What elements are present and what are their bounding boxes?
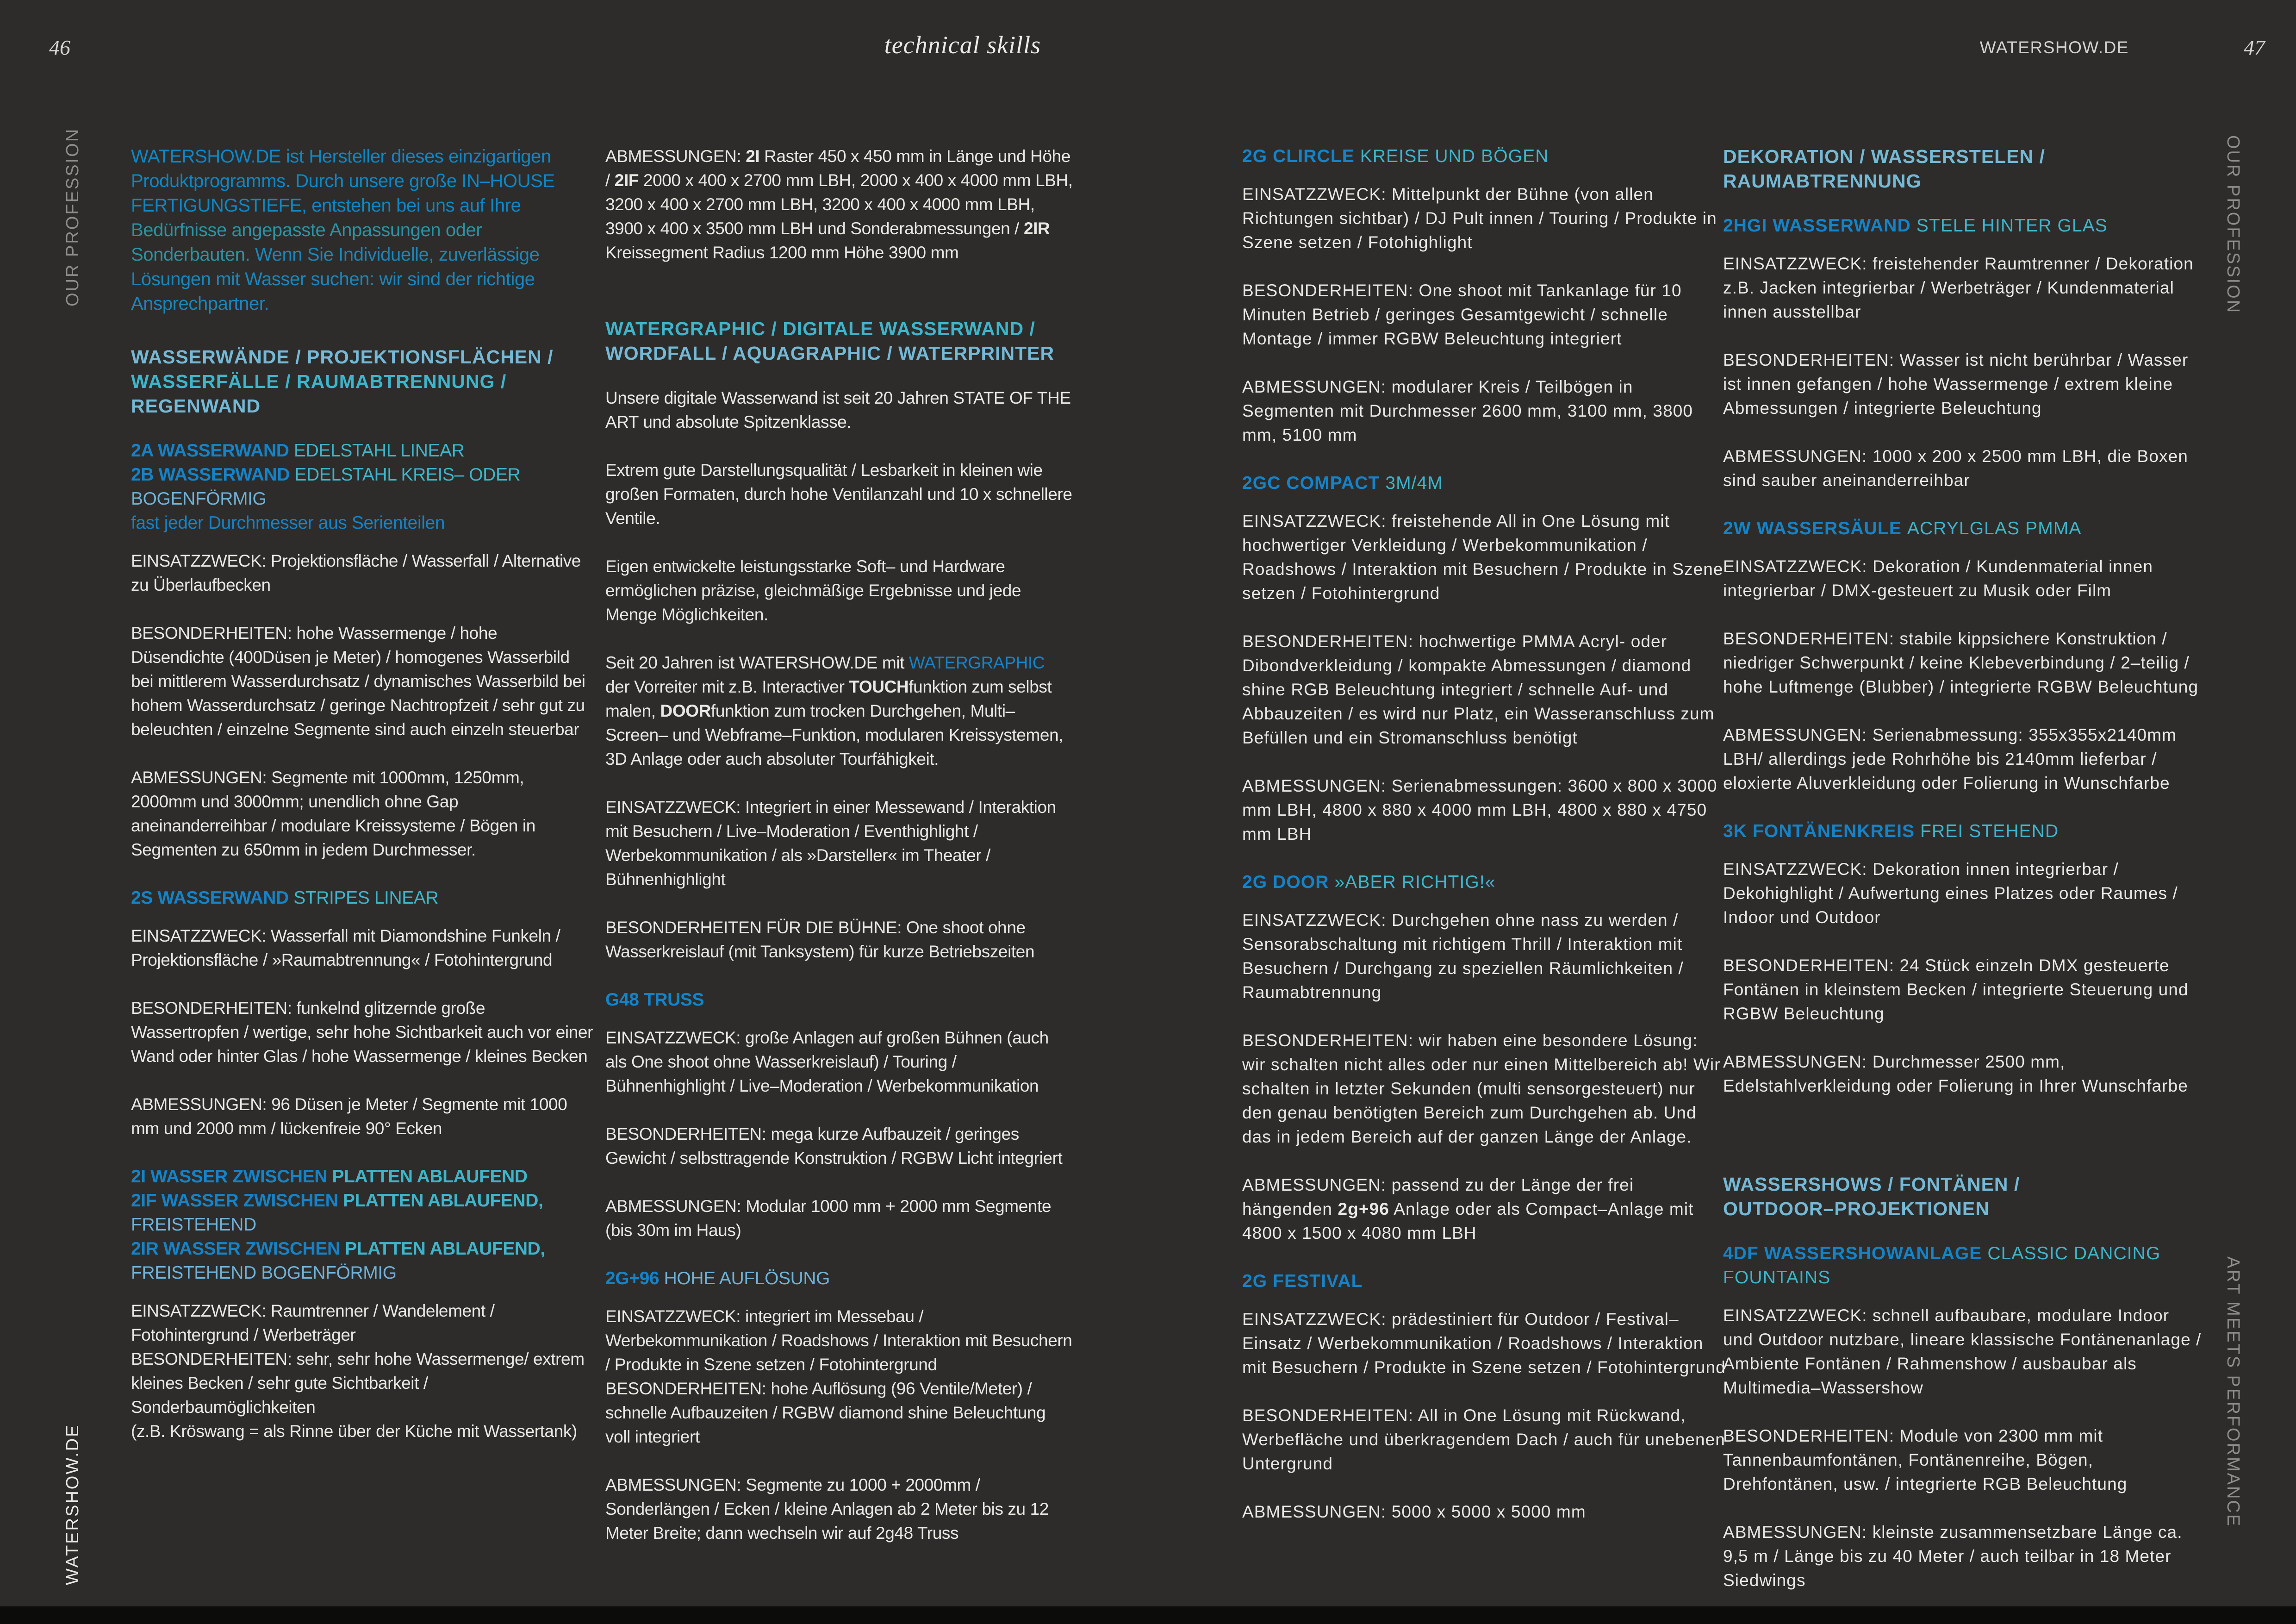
text-segment: BESONDERHEITEN: stabile kippsichere Konstruktion / niedriger Schwerpunkt / keine Klebeverbindung / 2–teilig / hohe Luftmenge (Blubber) / integrierte RGBW Beleuchtung	[1723, 629, 2199, 696]
heading-line	[1723, 1172, 2203, 1197]
text-segment: 2IR	[1023, 219, 1050, 238]
text-segment: 2IF WASSER ZWISCHEN	[131, 1191, 343, 1211]
text-segment: Anlage oder als Compact–Anlage mit 4800 x 1500 x 4080 mm LBH	[1242, 1199, 1694, 1243]
paragraph	[605, 916, 1073, 964]
product-heading	[1723, 819, 2203, 843]
text-segment: 2B WASSERWAND	[131, 465, 295, 485]
paragraph	[131, 924, 594, 972]
section-heading	[131, 345, 594, 418]
heading-line	[131, 439, 594, 463]
product-heading	[131, 439, 594, 535]
page-number-left: 46	[49, 36, 70, 59]
heading-line	[131, 1213, 594, 1237]
side-label-art-meets-performance: ART MEETS PERFORMANCE	[2223, 1256, 2243, 1528]
text-segment: 2G FESTIVAL	[1242, 1271, 1363, 1291]
paragraph	[131, 621, 594, 742]
text-segment: EDELSTAHL KREIS– ODER	[294, 465, 521, 485]
paragraph	[1242, 1173, 1726, 1245]
heading-line	[131, 394, 594, 418]
text-segment: PLATTEN ABLAUFEND,	[345, 1239, 545, 1259]
heading-line	[1723, 1242, 2203, 1290]
text-segment: KREISE UND BÖGEN	[1360, 146, 1549, 166]
text-segment: ABMESSUNGEN: 1000 x 200 x 2500 mm LBH, die Boxen sind sauber aneinanderreihbar	[1723, 447, 2188, 490]
heading-line	[1242, 471, 1726, 495]
text-segment: EINSATZZWECK: Integriert in einer Messewand / Interaktion mit Besuchern / Live–Moderation / Eventhighlight / Werbekommunikation / als »Darsteller« im Theater / Bühnenhighlight	[605, 798, 1056, 889]
heading-line	[605, 1267, 1073, 1291]
paragraph	[1242, 630, 1726, 750]
heading-line	[1723, 214, 2203, 238]
text-segment: ABMESSUNGEN: passend zu der Länge der frei hängenden	[1242, 1175, 1634, 1218]
paragraph	[605, 1194, 1073, 1243]
text-segment: 2G CLIRCLE	[1242, 146, 1360, 166]
text-segment: BESONDERHEITEN: hochwertige PMMA Acryl- oder Dibondverkleidung / kompakte Abmessungen / diamond shine RGB Beleuchtung integriert / schnelle Auf- und Abbauzeiten / es wird nur Platz, ein Wasseranschluss zum Befüllen und ein Stromanschluss benötigt	[1242, 632, 1715, 747]
heading-line	[1242, 870, 1726, 894]
text-segment: PLATTEN ABLAUFEND,	[342, 1191, 543, 1211]
paragraph	[1242, 1029, 1726, 1149]
paragraph	[1242, 1404, 1726, 1476]
paragraph	[131, 1299, 594, 1347]
text-segment: WATERGRAPHIC	[908, 653, 1045, 672]
text-segment: FREISTEHEND BOGENFÖRMIG	[131, 1263, 397, 1283]
paragraph	[1723, 857, 2203, 930]
paragraph	[131, 766, 594, 862]
heading-line	[605, 988, 1073, 1012]
heading-line	[1242, 144, 1726, 169]
text-segment: EDELSTAHL LINEAR	[293, 441, 465, 461]
text-segment: ACRYLGLAS PMMA	[1907, 518, 2082, 538]
text-segment: WASSERWÄNDE / PROJEKTIONSFLÄCHEN /	[131, 346, 554, 368]
text-segment: FREISTEHEND	[131, 1215, 256, 1235]
text-segment: 2GC COMPACT	[1242, 473, 1386, 493]
paragraph	[1723, 1304, 2203, 1400]
text-segment: EINSATZZWECK: Durchgehen ohne nass zu werden / Sensorabschaltung mit richtigem Thrill / Interaktion mit Besuchern / Durchgang zu speziellen Räumlichkeiten / Raumabtrennung	[1242, 911, 1684, 1002]
heading-line	[131, 511, 594, 535]
text-segment: »ABER RICHTIG!«	[1334, 872, 1496, 892]
text-segment: HOHE AUFLÖSUNG	[664, 1268, 830, 1288]
side-label-our-profession-right: OUR PROFESSION	[2223, 135, 2243, 314]
text-segment: 2HGI WASSERWAND	[1723, 216, 1916, 236]
text-segment: WORDFALL / AQUAGRAPHIC / WATERPRINTER	[605, 343, 1055, 364]
heading-line	[1242, 1269, 1726, 1293]
text-segment: EINSATZZWECK: prädestiniert für Outdoor / Festival–Einsatz / Werbekommunikation / Roadshows / Interaktion mit Besuchern / Produkte in Szene setzen / Fotohintergrund	[1242, 1310, 1726, 1377]
text-segment: STRIPES LINEAR	[293, 888, 439, 908]
paragraph	[605, 555, 1073, 627]
text-segment: Extrem gute Darstellungsqualität / Lesbarkeit in kleinen wie großen Formaten, durch hohe Ventilanzahl und 10 x schnellere Ventile.	[605, 461, 1072, 528]
text-segment: BOGENFÖRMIG	[131, 489, 267, 509]
text-segment: Bedürfnisse angepasste Anpassungen oder Sonderbauten.	[131, 220, 482, 265]
side-label-watershow: WATERSHOW.DE	[63, 1424, 82, 1585]
section-heading	[1723, 144, 2203, 194]
text-segment: (z.B. Kröswang = als Rinne über der Küche mit Wassertank)	[131, 1422, 577, 1441]
product-heading	[131, 1165, 594, 1285]
paragraph	[131, 996, 594, 1068]
paragraph	[1242, 279, 1726, 351]
text-segment: 2G+96	[605, 1268, 664, 1288]
text-segment: ABMESSUNGEN: 5000 x 5000 x 5000 mm	[1242, 1502, 1586, 1521]
section-heading	[605, 317, 1073, 366]
text-segment: REGENWAND	[131, 395, 261, 417]
paragraph	[605, 1473, 1073, 1545]
text-segment: BESONDERHEITEN: 24 Stück einzeln DMX gesteuerte Fontänen in kleinstem Becken / integrierte Steuerung und RGBW Beleuchtung	[1723, 956, 2189, 1023]
text-segment: DEKORATION / WASSERSTELEN /	[1723, 146, 2045, 167]
heading-line	[1723, 819, 2203, 843]
heading-line	[131, 369, 594, 394]
brand-header: WATERSHOW.DE	[1979, 38, 2129, 57]
paragraph	[1242, 509, 1726, 606]
text-segment: ABMESSUNGEN: Durchmesser 2500 mm, Edelstahlverkleidung oder Folierung in Ihrer Wunschfarbe	[1723, 1052, 2188, 1095]
text-segment: BESONDERHEITEN: hohe Wassermenge / hohe Düsendichte (400Düsen je Meter) / homogenes Wasserbild bei mittlerem Wasserdurchsatz / dynamisches Wasserbild bei hohem Wasserdurchsatz / geringe Nachtropfzeit / sehr gut zu beleuchten / einzelne Segmente sind auch einzeln steuerbar	[131, 624, 585, 739]
product-heading	[1242, 144, 1726, 169]
text-segment: 3K FONTÄNENKREIS	[1723, 821, 1921, 841]
text-segment: 2G DOOR	[1242, 872, 1335, 892]
text-segment: ABMESSUNGEN: kleinste zusammensetzbare Länge ca. 9,5 m / Länge bis zu 40 Meter / auch teilbar in 18 Meter Siedwings	[1723, 1523, 2183, 1590]
text-segment: 2I	[746, 147, 765, 166]
heading-line	[1723, 169, 2203, 194]
intro-paragraph	[131, 144, 594, 316]
text-segment: EINSATZZWECK: schnell aufbaubare, modulare Indoor und Outdoor nutzbare, lineare klassische Fontänenanlage / Ambiente Fontänen / Rahmenshow / ausbaubar als Multimedia–Wassershow	[1723, 1306, 2202, 1397]
text-segment: Eigen entwickelte leistungsstarke Soft– und Hardware ermöglichen präzise, gleichmäßige Ergebnisse und jede Menge Möglichkeiten.	[605, 557, 1021, 624]
paragraph	[1723, 723, 2203, 795]
text-segment: BESONDERHEITEN: wir haben eine besondere Lösung: wir schalten nicht alles oder nur einen Mittelbereich ab! Wir schalten in letzter Sekunden (multi sensorgesteuert) nur den genau benötigten Bereich zum Durchgehen ab. Und das in jedem Bereich auf der ganzen Länge der Anlage.	[1242, 1031, 1721, 1146]
text-segment: BESONDERHEITEN: funkelnd glitzernde große Wassertropfen / wertige, sehr hohe Sichtbarkeit auch vor einer Wand oder hinter Glas / hohe Wassermenge / kleines Becken	[131, 999, 593, 1066]
paragraph	[1242, 375, 1726, 447]
text-segment: OUTDOOR–PROJEKTIONEN	[1723, 1198, 1990, 1219]
product-heading	[605, 1267, 1073, 1291]
text-segment: DOOR	[660, 701, 711, 720]
heading-line	[131, 345, 594, 369]
product-heading	[605, 988, 1073, 1012]
product-heading	[1242, 870, 1726, 894]
text-segment: 2A WASSERWAND	[131, 441, 294, 461]
text-segment: 2S WASSERWAND	[131, 888, 294, 908]
text-segment: ABMESSUNGEN: Modular 1000 mm + 2000 mm Segmente (bis 30m im Haus)	[605, 1197, 1052, 1240]
paragraph	[1723, 1520, 2203, 1593]
paragraph	[605, 1026, 1073, 1098]
text-segment: EINSATZZWECK: große Anlagen auf großen Bühnen (auch als One shoot ohne Wasserkreislauf) / Touring / Bühnenhighlight / Live–Moderation / Werbekommunikation	[605, 1028, 1049, 1095]
text-segment: TOUCH	[849, 677, 909, 696]
paragraph	[1723, 444, 2203, 493]
product-heading	[1723, 1242, 2203, 1290]
text-segment: EINSATZZWECK: Projektionsfläche / Wasserfall / Alternative zu Überlaufbecken	[131, 551, 581, 594]
heading-line	[131, 886, 594, 910]
page-bottom-bar	[0, 1606, 2296, 1624]
text-segment: ABMESSUNGEN: modularer Kreis / Teilbögen in Segmenten mit Durchmesser 2600 mm, 3100 mm, 3800 mm, 5100 mm	[1242, 377, 1693, 444]
text-segment: WATERSHOW.DE ist Hersteller dieses einzigartigen Produktprogramms. Durch unsere große IN–HOUSE FERTIGUNGSTIEFE, entstehen bei uns auf Ihre	[131, 146, 555, 216]
paragraph	[605, 795, 1073, 892]
text-segment: der Vorreiter mit z.B. Interactiver	[605, 677, 849, 696]
column-wasserwaende	[131, 144, 594, 1468]
heading-line	[131, 1261, 594, 1285]
column-dekoration-wassershows	[1723, 144, 2203, 1617]
text-segment: EINSATZZWECK: integriert im Messebau / Werbekommunikation / Roadshows / Interaktion mit Besuchern / Produkte in Szene setzen / Fotohintergrund	[605, 1307, 1072, 1374]
text-segment: 3M/4M	[1385, 473, 1444, 493]
text-segment: 2000 x 400 x 2700 mm LBH, 2000 x 400 x 4000 mm LBH, 3200 x 400 x 2700 mm LBH, 3200 x 400 x 4000 mm LBH, 3900 x 400 x 3500 mm LBH und Sonderabmessungen /	[605, 171, 1073, 238]
text-segment: Raster 450 x 450 mm in Länge und Höhe /	[605, 147, 1071, 190]
text-segment: Wenn Sie Individuelle, zuverlässige Lösungen mit Wasser suchen: wir sind der richtige Ansprechpartner.	[131, 244, 540, 314]
heading-line	[605, 317, 1073, 341]
side-label-our-profession-left: OUR PROFESSION	[63, 127, 82, 306]
column-circle-systems	[1242, 144, 1726, 1548]
paragraph	[605, 1305, 1073, 1377]
text-segment: EINSATZZWECK: Raumtrenner / Wandelement / Fotohintergrund / Werbeträger	[131, 1301, 495, 1344]
paragraph	[131, 549, 594, 597]
text-segment: ABMESSUNGEN: Segmente zu 1000 + 2000mm / Sonderlängen / Ecken / kleine Anlagen ab 2 Meter bis zu 12 Meter Breite; dann wechseln wir auf 2g48 Truss	[605, 1475, 1049, 1543]
page-number-right: 47	[2244, 36, 2265, 59]
paragraph	[605, 144, 1073, 265]
paragraph	[1242, 182, 1726, 255]
paragraph	[131, 1419, 594, 1443]
text-segment: FREI STEHEND	[1920, 821, 2059, 841]
text-segment: 4DF WASSERSHOWANLAGE	[1723, 1243, 1988, 1263]
heading-line	[1723, 517, 2203, 541]
heading-line	[605, 341, 1073, 366]
text-segment: EINSATZZWECK: Dekoration innen integrierbar / Dekohighlight / Aufwertung eines Platzes oder Raumes / Indoor und Outdoor	[1723, 860, 2178, 927]
paragraph	[1723, 555, 2203, 603]
text-segment: ABMESSUNGEN: Serienabmessung: 355x355x2140mm LBH/ allerdings jede Rohrhöhe bis 2140mm lieferbar / eloxierte Aluverkleidung oder Folierung in Wunschfarbe	[1723, 725, 2177, 793]
text-segment: 2W WASSERSÄULE	[1723, 518, 1907, 538]
text-segment: 2IR WASSER ZWISCHEN	[131, 1239, 345, 1259]
paragraph	[1242, 1500, 1726, 1524]
text-segment: 2IF	[614, 171, 643, 190]
product-heading	[1242, 471, 1726, 495]
text-segment: Kreissegment Radius 1200 mm Höhe 3900 mm	[605, 243, 959, 262]
text-segment: G48 TRUSS	[605, 990, 704, 1010]
heading-line	[131, 487, 594, 511]
section-heading	[1723, 1172, 2203, 1221]
text-segment: WASSERFÄLLE / RAUMABTRENNUNG /	[131, 371, 507, 392]
text-segment: EINSATZZWECK: freistehende All in One Lösung mit hochwertiger Verkleidung / Werbekommunikation / Roadshows / Interaktion mit Besuchern / Produkte in Szene setzen / Fotohintergrund	[1242, 512, 1724, 603]
text-segment: EINSATZZWECK: Mittelpunkt der Bühne (von allen Richtungen sichtbar) / DJ Pult innen / Touring / Produkte in Szene setzen / Fotohighlight	[1242, 185, 1717, 252]
paragraph	[1723, 348, 2203, 420]
text-segment: ABMESSUNGEN: Serienabmessungen: 3600 x 800 x 3000 mm LBH, 4800 x 880 x 4000 mm LBH, 4800 x 880 x 4750 mm LBH	[1242, 776, 1717, 843]
column-watergraphic	[605, 144, 1073, 1569]
product-heading	[1723, 214, 2203, 238]
paragraph	[605, 386, 1073, 434]
paragraph	[1723, 954, 2203, 1026]
paragraph	[1242, 908, 1726, 1005]
product-heading	[1723, 517, 2203, 541]
text-segment: BESONDERHEITEN: hohe Auflösung (96 Ventile/Meter) / schnelle Aufbauzeiten / RGBW diamond shine Beleuchtung voll integriert	[605, 1379, 1046, 1446]
paragraph	[131, 1093, 594, 1141]
paragraph	[605, 458, 1073, 531]
paragraph	[1723, 627, 2203, 699]
paragraph	[1242, 774, 1726, 846]
text-segment: Seit 20 Jahren ist WATERSHOW.DE mit	[605, 653, 909, 672]
page-title: technical skills	[884, 31, 1041, 59]
paragraph	[1242, 1307, 1726, 1380]
text-segment: BESONDERHEITEN: Wasser ist nicht berührbar / Wasser ist innen gefangen / hohe Wassermenge / extrem kleine Abmessungen / integrierte Beleuchtung	[1723, 350, 2189, 418]
paragraph	[605, 1377, 1073, 1449]
text-segment: PLATTEN ABLAUFEND	[332, 1167, 528, 1187]
text-segment: EINSATZZWECK: Wasserfall mit Diamondshine Funkeln / Projektionsfläche / »Raumabtrennung« / Fotohintergrund	[131, 926, 560, 969]
paragraph	[1723, 252, 2203, 324]
paragraph	[605, 651, 1073, 771]
heading-line	[131, 463, 594, 487]
text-segment: BESONDERHEITEN: Module von 2300 mm mit Tannenbaumfontänen, Fontänenreihe, Bögen, Drehfontänen, usw. / integrierte RGB Beleuchtung	[1723, 1426, 2128, 1493]
text-segment: 2I WASSER ZWISCHEN	[131, 1167, 332, 1187]
text-segment: ABMESSUNGEN:	[605, 147, 746, 166]
heading-line	[131, 1165, 594, 1189]
text-segment: BESONDERHEITEN: One shoot mit Tankanlage für 10 Minuten Betrieb / geringes Gesamtgewicht / schnelle Montage / immer RGBW Beleuchtung integriert	[1242, 281, 1682, 348]
text-segment: BESONDERHEITEN FÜR DIE BÜHNE: One shoot ohne Wasserkreislauf (mit Tanksystem) für kurze Betriebszeiten	[605, 918, 1035, 961]
text-segment: BESONDERHEITEN: sehr, sehr hohe Wassermenge/ extrem kleines Becken / sehr gute Sichtbarkeit / Sonderbaumöglichkeiten	[131, 1349, 585, 1417]
text-segment: EINSATZZWECK: freistehender Raumtrenner / Dekoration z.B. Jacken integrierbar / Werbeträger / Kundenmaterial innen ausstellbar	[1723, 254, 2194, 321]
product-heading	[131, 886, 594, 910]
text-segment: BESONDERHEITEN: All in One Lösung mit Rückwand, Werbefläche und überkragendem Dach / auch für unebenen Untergrund	[1242, 1406, 1725, 1473]
text-segment: ABMESSUNGEN: 96 Düsen je Meter / Segmente mit 1000 mm und 2000 mm / lückenfreie 90° Ecken	[131, 1095, 567, 1138]
text-segment: RAUMABTRENNUNG	[1723, 170, 1922, 192]
text-segment: EINSATZZWECK: Dekoration / Kundenmaterial innen integrierbar / DMX-gesteuert zu Musik oder Film	[1723, 557, 2153, 600]
product-heading	[1242, 1269, 1726, 1293]
text-segment: STELE HINTER GLAS	[1916, 216, 2108, 236]
text-segment: WATERGRAPHIC / DIGITALE WASSERWAND /	[605, 318, 1035, 339]
paragraph	[605, 1122, 1073, 1170]
text-segment: BESONDERHEITEN: mega kurze Aufbauzeit / geringes Gewicht / selbsttragende Konstruktion / RGBW Licht integriert	[605, 1124, 1063, 1168]
text-segment: ABMESSUNGEN: Segmente mit 1000mm, 1250mm, 2000mm und 3000mm; unendlich ohne Gap aneinanderreihbar / modulare Kreissysteme / Bögen in Segmenten zu 650mm in jedem Durchmesser.	[131, 768, 535, 859]
paragraph	[1723, 1424, 2203, 1496]
text-segment: fast jeder Durchmesser aus Serienteilen	[131, 513, 445, 533]
text-segment: funktion zum selbst malen,	[605, 677, 1052, 720]
heading-line	[131, 1189, 594, 1213]
text-segment: Unsere digitale Wasserwand ist seit 20 Jahren STATE OF THE ART und absolute Spitzenklasse.	[605, 388, 1071, 431]
text-segment: funktion zum trocken Durchgehen, Multi–Screen– und Webframe–Funktion, modularen Kreissystemen, 3D Anlage oder auch absoluter Tourfähigkeit.	[605, 701, 1064, 768]
paragraph	[1723, 1050, 2203, 1098]
heading-line	[1723, 144, 2203, 169]
heading-line	[131, 1237, 594, 1261]
text-segment: CLASSIC DANCING FOUNTAINS	[1723, 1243, 2161, 1287]
paragraph	[131, 1347, 594, 1419]
text-segment: WASSERSHOWS / FONTÄNEN /	[1723, 1174, 2020, 1195]
heading-line	[1723, 1197, 2203, 1221]
text-segment: 2g+96	[1338, 1199, 1389, 1218]
